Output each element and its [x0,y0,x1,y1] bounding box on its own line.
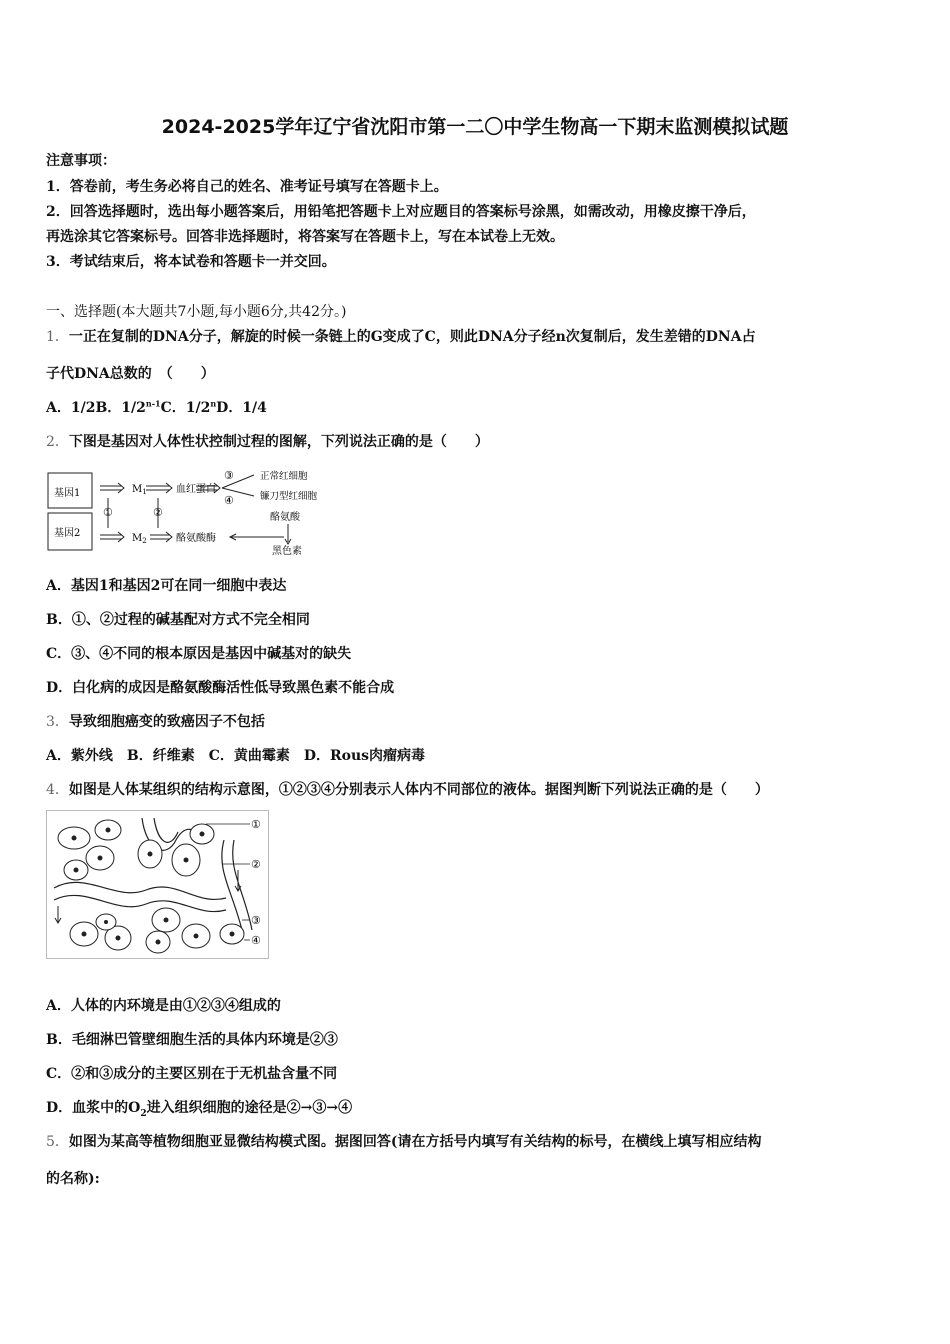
notice-item: 再选涂其它答案标号。回答非选择题时，将答案写在答题卡上，写在本试卷上无效。 [46,229,564,245]
question-2-text: 下图是基因对人体性状控制过程的图解，下列说法正确的是（ ） [68,434,489,450]
question-number: 5． [46,1134,69,1150]
tyrosine-label: 酪氨酸 [270,512,300,523]
question-4-text: 如图是人体某组织的结构示意图，①②③④分别表示人体内不同部位的液体。据图判断下列说法正确的是（ ） [68,782,769,798]
question-3-text: 导致细胞癌变的致癌因子不包括 [68,714,265,730]
gene-control-diagram [46,462,336,560]
question-4-stem [46,781,769,799]
question-4-option: A．人体的内环境是由①②③④组成的 [46,998,281,1014]
notice-item: 3．考试结束后，将本试卷和答题卡一并交回。 [46,254,336,270]
label-2: ② [251,858,261,871]
question-5-stem [46,1133,762,1151]
leader-lines [206,824,250,940]
notice-item: 1．答卷前，考生务必将自己的姓名、准考证号填写在答题卡上。 [46,179,448,195]
gene1-label: 基因1 [54,488,81,499]
step-4-label: ④ [224,494,234,507]
question-5-line1: 如图为某高等植物细胞亚显微结构模式图。据图回答(请在方括号内填写有关结构的标号，在横线上填写相应结构 [68,1134,762,1150]
notice-heading: 注意事项： [46,153,116,169]
question-number: 4． [46,782,69,798]
question-number: 2． [46,434,69,450]
vertical-arrow-icon [108,498,158,528]
section-heading: 一、选择题(本大题共7小题,每小题6分,共42分。) [46,304,347,320]
tyrosinase-label: 酪氨酸酶 [176,533,216,544]
question-1-line1: 一正在复制的DNA分子，解旋的时候一条链上的G变成了C，则此DNA分子经n次复制后，发生差错的DNA占 [68,329,756,345]
exponent: n-1 [145,398,161,409]
question-4-option: B．毛细淋巴管壁细胞生活的具体内环境是②③ [46,1032,338,1048]
question-3-options: A．紫外线 B．纤维素 C．黄曲霉素 D．Rous肉瘤病毒 [46,748,426,764]
question-number: 1． [46,329,69,345]
question-2-option: D．白化病的成因是酪氨酸酶活性低导致黑色素不能合成 [46,680,395,696]
question-4-option-d [46,1099,352,1117]
question-3-stem [46,713,265,731]
label-4: ④ [251,934,261,947]
option-ab: A．1/2B．1/2 [46,400,146,416]
m1-label: $M_1$ [132,484,147,496]
question-1-stem [46,328,756,346]
tyrosine-to-melanin-arrow-icon [230,524,291,544]
question-1-line2: 子代DNA总数的 （ ） [46,366,215,382]
step-1-label: ① [103,506,113,519]
gene2-label: 基因2 [54,528,81,539]
question-5-line2: 的名称): [46,1171,100,1187]
subscript: 2 [140,1108,147,1119]
option-d: D．1/4 [216,400,267,416]
m2-label: $M_2$ [132,533,147,545]
question-2-option: A．基因1和基因2可在同一细胞中表达 [46,578,287,594]
question-1-options [46,399,267,417]
label-3: ③ [251,914,261,927]
step-3-label: ③ [224,469,234,482]
label-1: ① [251,818,261,831]
option-c: C．1/2 [160,400,211,416]
melanin-label: 黑色素 [272,546,302,557]
question-2-stem [46,433,489,451]
option-d-text: D．血浆中的O [46,1100,141,1116]
tissue-structure-diagram [46,810,270,960]
notice-item: 2．回答选择题时，选出每小题答案后，用铅笔把答题卡上对应题目的答案标号涂黑，如需改动，用橡皮擦干净后， [46,204,756,220]
page-title: 2024-2025学年辽宁省沈阳市第一二〇中学生物高一下期末监测模拟试题 [161,116,789,138]
hemoglobin-label: 血红蛋白 [176,484,216,495]
question-4-option: C．②和③成分的主要区别在于无机盐含量不同 [46,1066,338,1082]
step-2-label: ② [153,506,163,519]
question-number: 3． [46,714,69,730]
question-2-option: C．③、④不同的根本原因是基因中碱基对的缺失 [46,646,352,662]
normal-rbc-label: 正常红细胞 [260,471,308,482]
question-2-option: B．①、②过程的碱基配对方式不完全相同 [46,612,310,628]
double-arrow-icon [146,483,172,493]
sickle-rbc-label: 镰刀型红细胞 [260,491,318,502]
option-d-path: 进入组织细胞的途径是②→③→④ [146,1100,353,1116]
exponent: n [210,398,217,409]
